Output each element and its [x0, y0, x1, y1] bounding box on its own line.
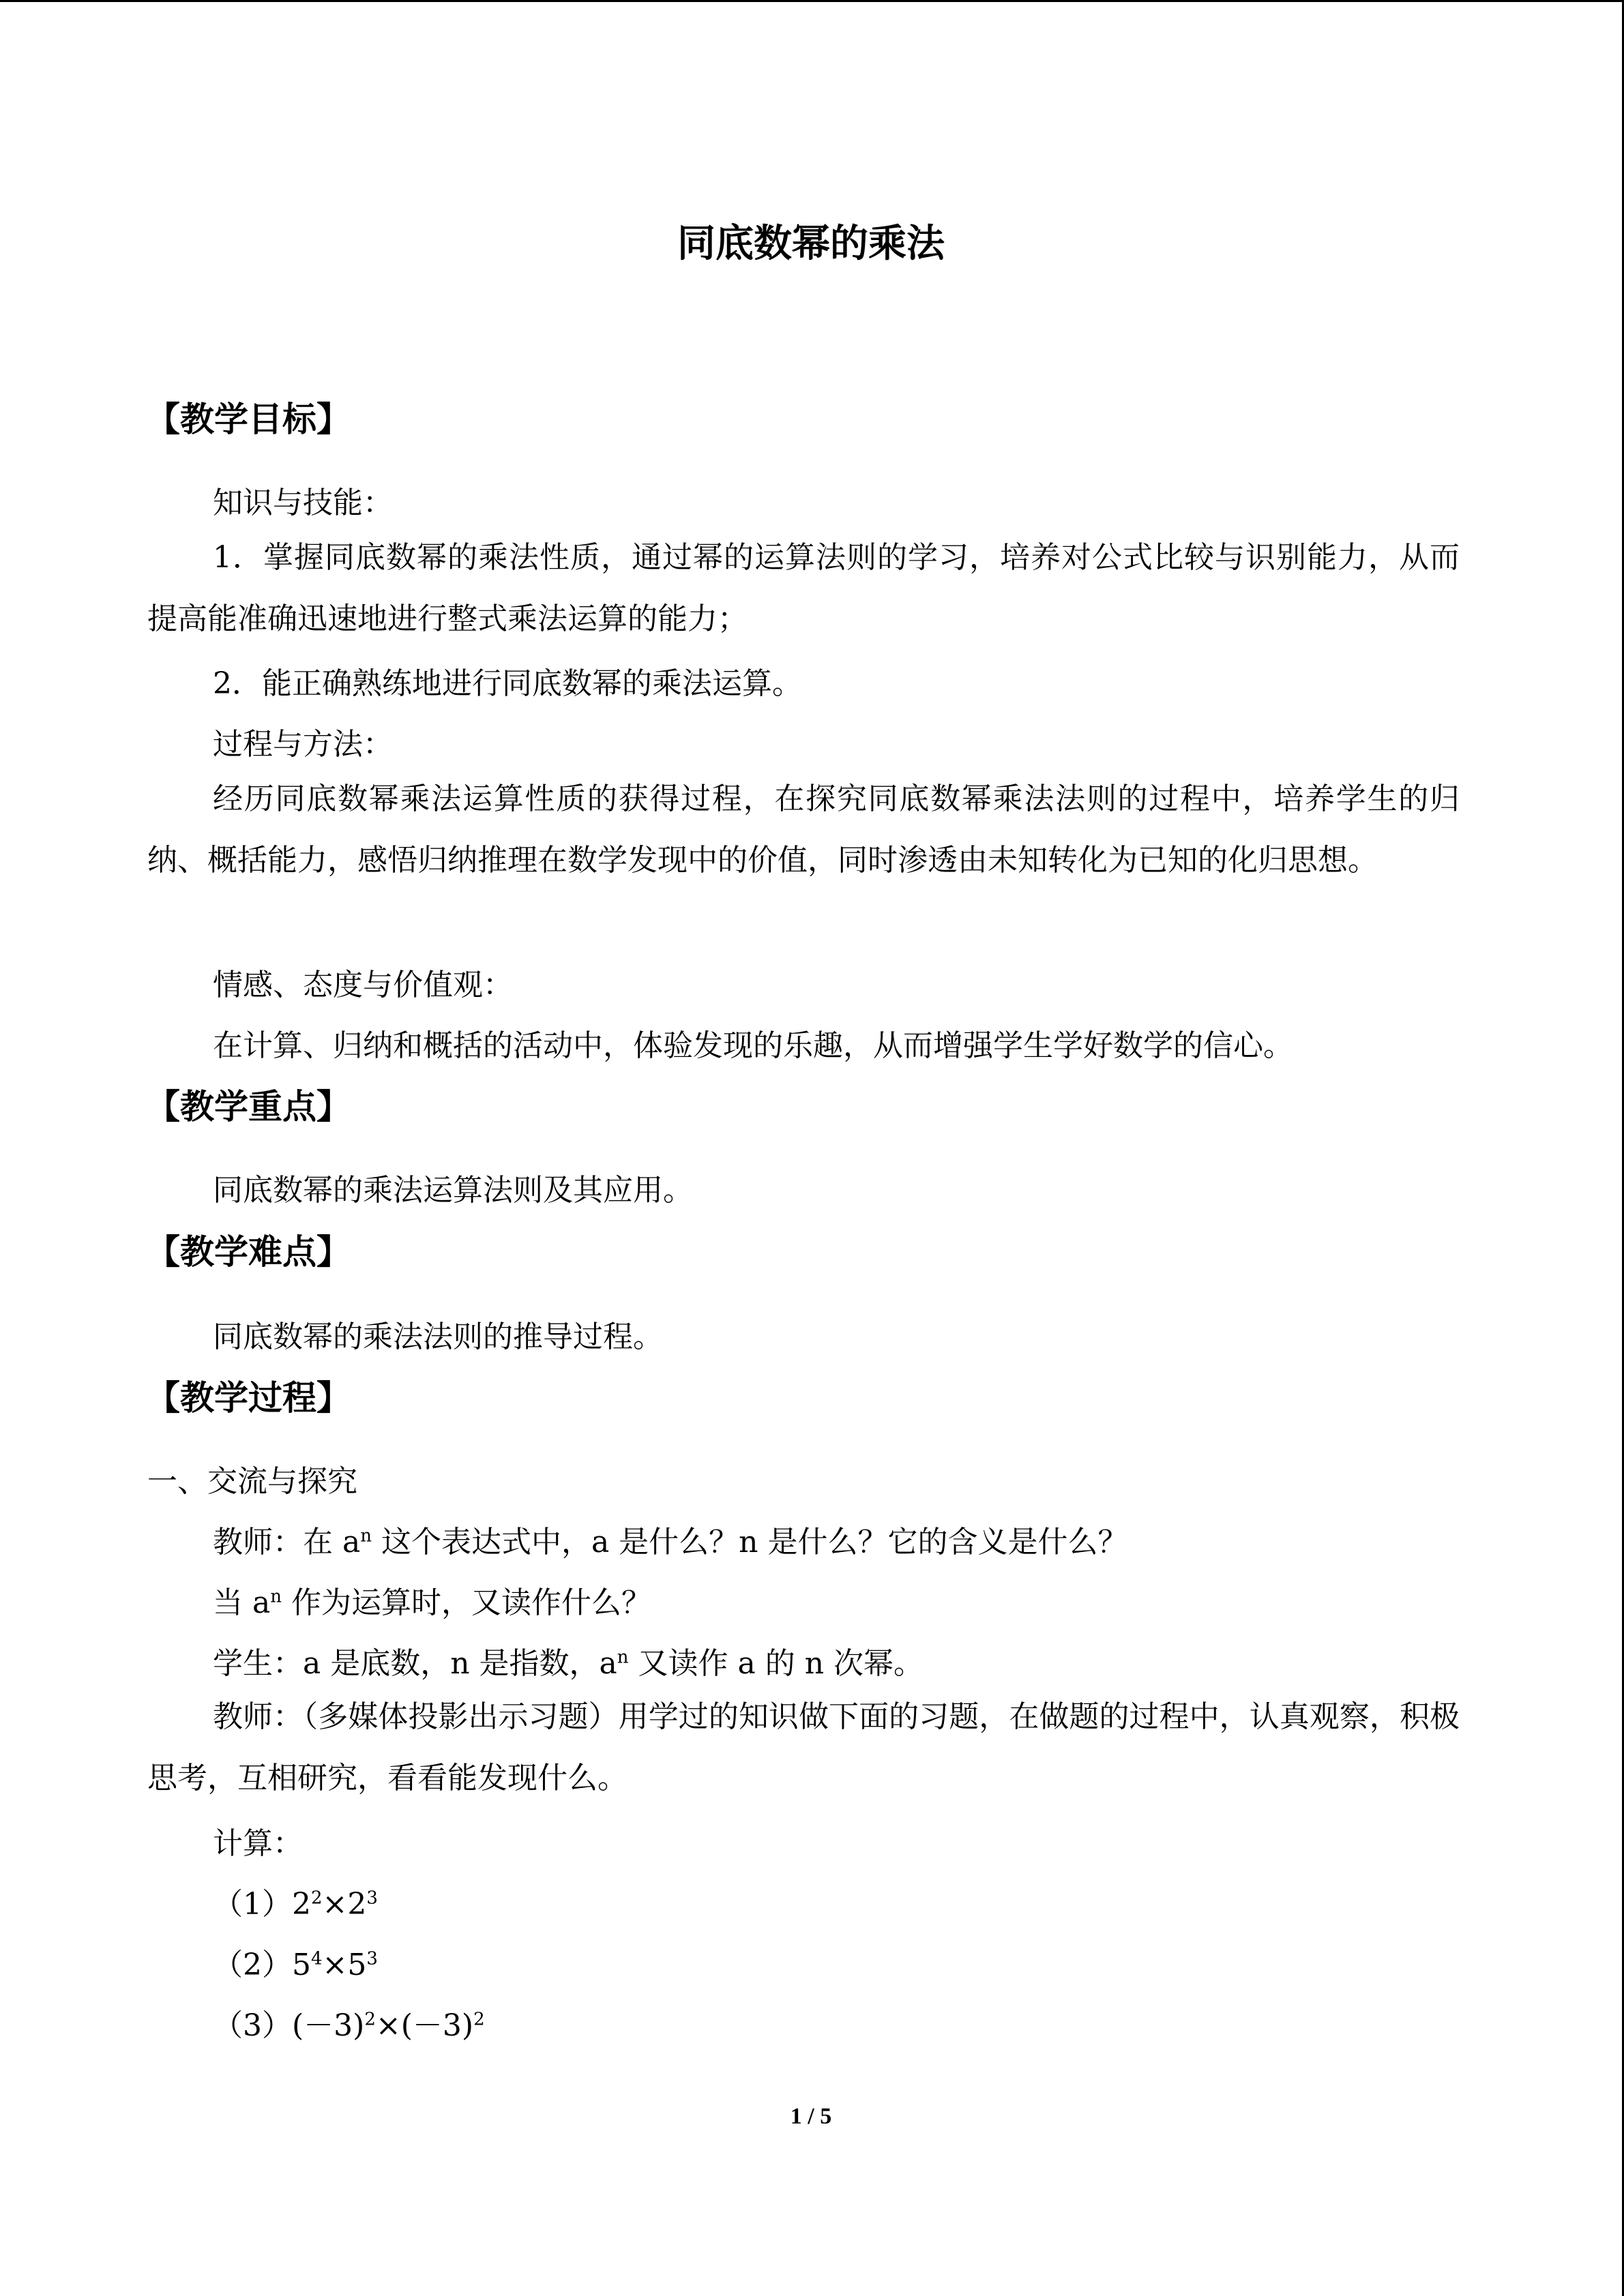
objective-item-2: 2．能正确熟练地进行同底数幂的乘法运算。: [213, 666, 802, 701]
heading-key-point: 【教学重点】: [146, 1087, 351, 1127]
objective-item-1: 1．掌握同底数幂的乘法性质，通过幂的运算法则的学习，培养对公式比较与识别能力，从而提高能准确迅速地进行整式乘法运算的能力；: [147, 540, 1460, 636]
heading-difficulty: 【教学难点】: [146, 1232, 351, 1272]
calc-label: 计算：: [213, 1826, 303, 1861]
method-text: 经历同底数幂乘法运算性质的获得过程，在探究同底数幂乘法法则的过程中，培养学生的归纳、概括能力，感悟归纳推理在数学发现中的价值，同时渗透由未知转化为已知的化归思想。: [147, 781, 1460, 878]
exercise-1: $(1)2^2\times 2^3$: [213, 1887, 378, 1922]
process-subheading: 一、交流与探究: [147, 1464, 357, 1499]
teacher-instruction: 教师：（多媒体投影出示习题）用学过的知识做下面的习题，在做题的过程中，认真观察，积极思考，互相研究，看看能发现什么。: [147, 1699, 1460, 1795]
emotion-label: 情感、态度与价值观：: [213, 968, 513, 1002]
knowledge-label: 知识与技能：: [213, 486, 393, 520]
heading-objectives: 【教学目标】: [146, 400, 351, 439]
teacher-question-1: 教师：在 $a^n$ 这个表达式中，a 是什么？n 是什么？它的含义是什么？: [213, 1525, 1128, 1560]
method-label: 过程与方法：: [213, 727, 393, 762]
exercise-2: $(2)5^4\times 5^3$: [213, 1948, 378, 1982]
key-point-text: 同底数幂的乘法运算法则及其应用。: [213, 1173, 693, 1208]
heading-process: 【教学过程】: [146, 1378, 351, 1418]
student-answer: 学生：a 是底数，n 是指数，$a^n$ 又读作 a 的 n 次幂。: [213, 1646, 924, 1681]
teacher-question-2: 当 $a^n$ 作为运算时，又读作什么？: [213, 1585, 651, 1620]
page-number: 1 / 5: [790, 2104, 832, 2129]
document-title: 同底数幂的乘法: [677, 221, 945, 266]
exercise-3: $(3)(-3)^2\times(-3)^2$: [213, 2008, 485, 2043]
difficulty-text: 同底数幂的乘法法则的推导过程。: [213, 1320, 663, 1354]
emotion-text: 在计算、归纳和概括的活动中，体验发现的乐趣，从而增强学生学好数学的信心。: [213, 1028, 1293, 1063]
